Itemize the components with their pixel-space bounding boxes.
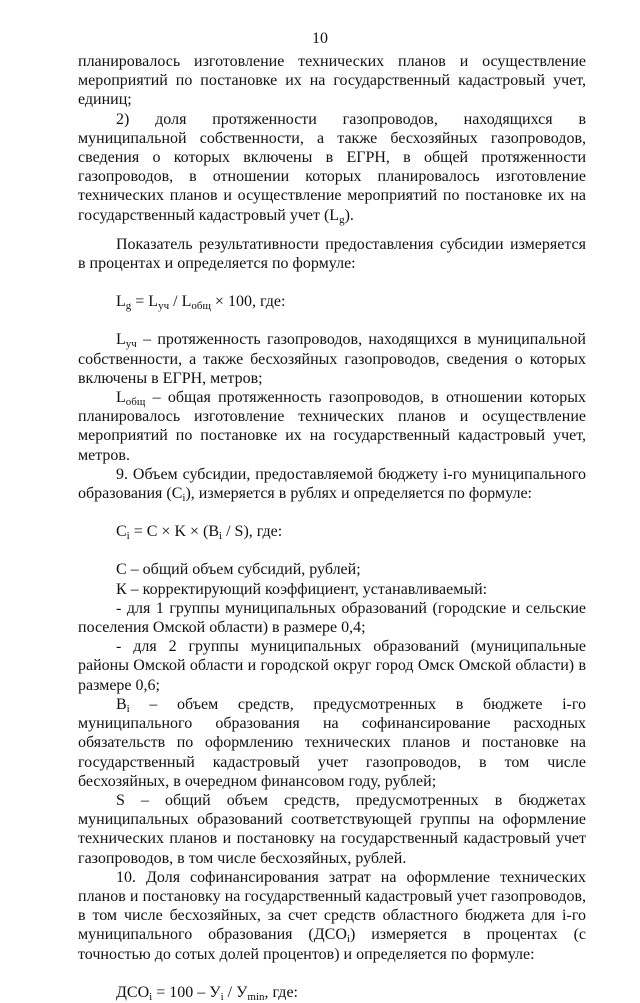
paragraph-indicator: Показатель результативности предоставления субсидии измеряется в процентах и определяется по формуле: <box>78 235 586 273</box>
document-body <box>78 52 586 1002</box>
paragraph-item-10: 10. Доля софинансирования затрат на оформление технических планов и постановку на государственный кадастровый учет газопроводов, в том числе бесхозяйных, за счет средств областного бюджета для i-го муниципального образования $(ДСО_i)$ измеряется в процентах (с точностью до сотых долей процентов) и определяется по формуле: <box>78 868 586 963</box>
paragraph-item-2: 2) доля протяженности газопроводов, находящихся в муниципальной собственности, а также бесхозяйных газопроводов, сведения о которых включены в ЕГРН, в общей протяженности газопроводов, в отношении которых планировалось изготовление технических планов и осуществление мероприятий по постановке их на государственный кадастровый учет $(L_g)$. <box>78 110 586 226</box>
definition-k-group-2: - для 2 группы муниципальных образований (муниципальные районы Омской области и городской округ город Омск Омской области) в размере 0,6; <box>78 638 586 694</box>
paragraph-continuation: планировалось изготовление технических планов и осуществление мероприятий по постановке их на государственный кадастровый учет, единиц; <box>78 53 586 109</box>
paragraph-item-9: 9. Объем субсидии, предоставляемой бюджету i-го муниципального образования $(C_i)$, измеряется в рублях и определяется по формуле: <box>78 465 586 505</box>
definition-c: C – общий объем субсидий, рублей; <box>116 561 361 579</box>
formula-ci: $C_i = C \times K \times (B_i / S)$, где: <box>116 523 283 543</box>
formula-lg: $L_g = L_{уч} / L_{общ} \times 100$, где: <box>116 293 286 313</box>
definition-k-group-1: - для 1 группы муниципальных образований (городские и сельские поселения Омской области) в размере 0,4; <box>78 599 586 637</box>
definition-s: S – общий объем средств, предусмотренных в бюджетах муниципальных образований соответствующей группы на оформление технических планов и постановку на государственный кадастровый учет газопроводов, в том числе бесхозяйных, рублей. <box>78 791 586 867</box>
definition-lobsh: $L_{общ}$ – общая протяженность газопроводов, в отношении которых планировалось изготовление технических планов и осуществление мероприятий по постановке их на государственный кадастровый учет, метров. <box>78 389 586 464</box>
page-number: 10 <box>312 30 328 47</box>
formula-dsoi: $ДСО_i = 100 - У_i / У_{min}$, где: <box>116 983 298 1003</box>
definition-luch: $L_{уч}$ – протяженность газопроводов, находящихся в муниципальной собственности, а также бесхозяйных газопроводов, сведения о которых включены в ЕГРН, метров; <box>78 331 586 387</box>
definition-bi: $B_i$ – объем средств, предусмотренных в бюджете i-го муниципального образования на софинансирование расходных обязательств по оформлению технических планов и постановке на государственный кадастровый учет газопроводов, в том числе бесхозяйных, в очередном финансовом году, рублей; <box>78 695 586 790</box>
definition-k: К – корректирующий коэффициент, устанавливаемый: <box>116 580 488 598</box>
